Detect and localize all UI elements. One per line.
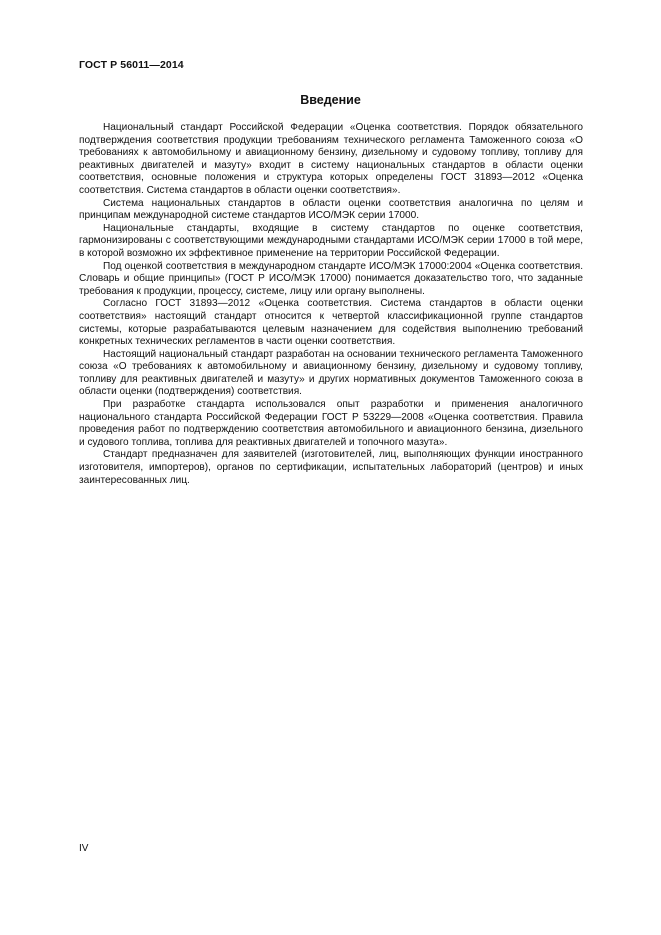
paragraph: Стандарт предназначен для заявителей (изготовителей, лиц, выполняющих функции иностранного изготовителя, импортеров), органов по сертификации, испытательных лабораторий (центров) и иных заинтересованных лиц.	[79, 449, 583, 486]
section-title: Введение	[300, 93, 361, 107]
paragraph: Национальный стандарт Российской Федерации «Оценка соответствия. Порядок обязательного подтверждения соответствия продукции требованиям технического регламента Таможенного союза «О требованиях к автомобильному и авиационному бензину, дизельному и судовому топливу, топливу для реактивных двигателей и мазуту» входит в систему национальных стандартов в области оценки соответствия, основные положения и структура которых определены ГОСТ 31893—2012 «Оценка соответствия. Система стандартов в области оценки соответствия».	[79, 122, 583, 196]
body-text	[79, 122, 583, 487]
paragraph: Настоящий национальный стандарт разработан на основании технического регламента Таможенного союза «О требованиях к автомобильному и авиационному бензину, дизельному и судовому топливу, топливу для реактивных двигателей и мазуту» и других нормативных документов Таможенного союза в области оценки (подтверждения) соответствия.	[79, 348, 583, 398]
paragraph: Национальные стандарты, входящие в систему стандартов по оценке соответствия, гармонизированы с соответствующими международными стандартами ИСО/МЭК серии 17000 в той мере, в которой возможно их эффективное применение на территории Российской Федерации.	[79, 222, 583, 259]
document-header: ГОСТ Р 56011—2014	[79, 59, 184, 71]
paragraph: Под оценкой соответствия в международном стандарте ИСО/МЭК 17000:2004 «Оценка соответствия. Словарь и общие принципы» (ГОСТ Р ИСО/МЭК 17000) понимается доказательство того, что заданные требования к продукции, процессу, системе, лицу или органу выполнены.	[79, 260, 583, 297]
paragraph: Согласно ГОСТ 31893—2012 «Оценка соответствия. Система стандартов в области оценки соответствия» настоящий стандарт относится к четвертой классификационной группе стандартов системы, которые разрабатываются целевым назначением для содействия выполнению требований конкретных технических регламентов в части оценки соответствия.	[79, 298, 583, 348]
page-number: IV	[79, 843, 89, 854]
paragraph: При разработке стандарта использовался опыт разработки и применения аналогичного национального стандарта Российской Федерации ГОСТ Р 53229—2008 «Оценка соответствия. Правила проведения работ по подтверждению соответствия автомобильного и авиационного бензина, дизельного и судового топлива, топлива для реактивных двигателей и топочного мазута».	[79, 399, 583, 448]
paragraph: Система национальных стандартов в области оценки соответствия аналогична по целям и принципам международной системе стандартов ИСО/МЭК серии 17000.	[79, 197, 583, 222]
